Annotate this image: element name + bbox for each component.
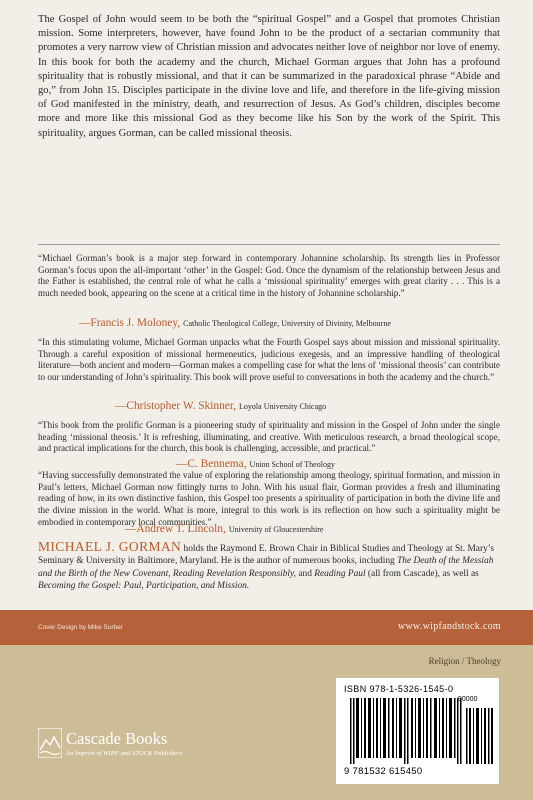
book-title: Reading Paul	[314, 568, 366, 579]
author-name: MICHAEL J. GORMAN	[38, 539, 182, 554]
publisher-url: www.wipfandstock.com	[397, 621, 501, 632]
endorser-affiliation: Catholic Theological College, University of Divinity, Melbourne	[183, 319, 391, 328]
publisher-name: Cascade Books	[66, 729, 168, 748]
endorser-name: —Andrew T. Lincoln,	[125, 523, 226, 535]
endorser-affiliation: Union School of Theology	[249, 460, 335, 469]
category-label: Religion / Theology	[428, 656, 501, 666]
publisher-logo	[38, 726, 188, 778]
bio-text: (all from Cascade), as well as	[365, 568, 479, 579]
endorser-name: —Christopher W. Skinner,	[115, 400, 237, 412]
bio-text: and	[296, 568, 315, 579]
price-barcode-bars	[466, 708, 494, 764]
barcode	[336, 678, 499, 784]
endorser-name: —Francis J. Moloney,	[79, 317, 181, 329]
barcode-bars	[350, 698, 462, 764]
isbn-text: ISBN 978-1-5326-1545-0	[344, 684, 454, 694]
book-description: The Gospel of John would seem to be both the “spiritual Gospel” and a Gospel that promotes Christian mission. Some interpreters, however, have found John to be the product of a sectarian community that promotes a very narrow view of Christian mission and advocates neither love of neighbor nor love of enemy. In this book for both the academy and the church, Michael Gorman argues that John has a profound spirituality that is robustly missional, and that it can be summarized in the paradoxical phrase “Abide and go,” from John 15. Disciples participate in the divine love and life, and therefore in the life-giving mission of God manifested in the ministry, death, and resurrection of Jesus. As God’s children, disciples become more and more like this missional God as they become like his Son by the work of the Spirit. This spirituality, argues Gorman, can be called missional theosis.	[38, 14, 500, 139]
endorsement-quote: “This book from the prolific Gorman is a pioneering study of spirituality and mission in the Gospel of John under the single heading ‘missional theosis.’ It is refreshing, illuminating, and creative. With meticulous research, a broad theological scope, and practical implications for the church, this book is challenging, accessible, and practical.”	[38, 420, 500, 454]
endorser-affiliation: Loyola University Chicago	[239, 402, 327, 411]
barcode-digits: 9 781532 615450	[344, 766, 423, 777]
author-bio	[38, 541, 500, 593]
publisher-band	[0, 610, 533, 645]
cover-design-credit: Cover Design by Mike Surber	[38, 624, 123, 631]
endorsement-quote: “In this stimulating volume, Michael Gorman unpacks what the Fourth Gospel says about mission and missional spirituality. Through a careful exposition of missional hermeneutics, judicious exegesis, and an impressive handling of theological literature—both ancient and modern—Gorman makes a compelling case for what the lens of ‘missional theosis’ can contribute to our understanding of John’s spirituality. This book will prove useful to conversations in both the academy and the church.”	[38, 337, 500, 383]
publisher-subtitle: An Imprint of WIPF and STOCK Publishers	[66, 750, 183, 757]
book-title: Becoming the Gospel: Paul, Participation, and Mission.	[38, 581, 250, 592]
endorsement-attribution	[79, 317, 391, 330]
book-title: The Death of the Messiah and the Birth of the New Covenant, Reading Revelation Responsibly,	[38, 556, 494, 579]
bio-text: holds the Raymond E. Brown Chair in Biblical Studies and Theology at St. Mary’s Seminary & University in Baltimore, Maryland. He is the author of numerous books, including	[38, 544, 495, 567]
endorser-name: —C. Bennema,	[176, 458, 247, 470]
endorsement-quote: “Michael Gorman’s book is a major step forward in contemporary Johannine scholarship. Its strength lies in Professor Gorman’s focus upon the all-important ‘other’ in the Gospel: God. Once the dynamism of the relationship between Jesus and the Father is established, the central role of what he calls a ‘missional spirituality’ emerges with great clarity . . . This is a much needed book, appearing on the scene at a critical time in the history of Johannine scholarship.”	[38, 253, 500, 299]
mountain-wave-icon	[38, 728, 62, 758]
price-code: 90000	[458, 696, 478, 703]
endorsement-quote: “Having successfully demonstrated the value of exploring the relationship among theology, spiritual formation, and mission in Paul’s letters, Michael Gorman now fittingly turns to John. With his usual flair, Gorman provides a fresh and illuminating reading of how, in its own distinctive fashion, this Gospel too presents a spirituality of participation in both the divine life and the divine mission in the world. What is more, integral to this work is its reflection on how such a spirituality might be embodied in contemporary local communities.”	[38, 470, 500, 527]
endorsement-attribution	[115, 400, 326, 413]
endorser-affiliation: University of Gloucestershire	[228, 525, 324, 534]
bottom-panel	[0, 645, 533, 800]
endorsement-attribution	[125, 523, 323, 536]
divider	[38, 244, 500, 245]
